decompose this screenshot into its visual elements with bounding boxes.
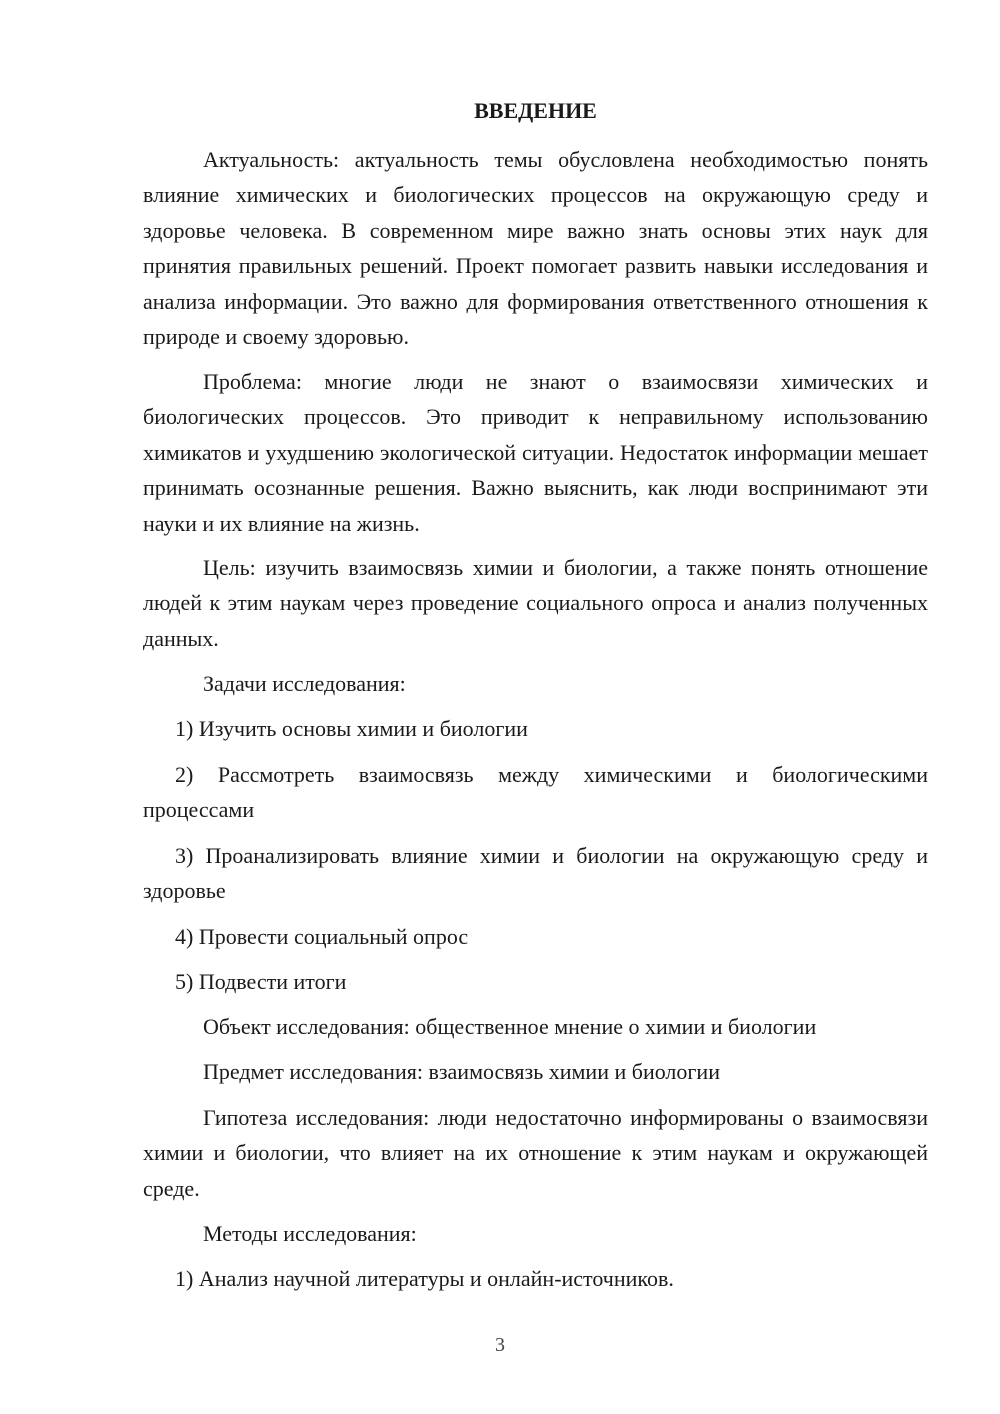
goal-paragraph: Цель: изучить взаимосвязь химии и биологии, а также понять отношение людей к этим наукам через проведение социального опроса и анализ полученных данных.	[143, 555, 928, 651]
relevance-paragraph: Актуальность: актуальность темы обусловлена необходимостью понять влияние химических и биологических процессов на окружающую среду и здоровье человека. В современном мире важно знать основы этих наук для принятия правильных решений. Проект помогает развить навыки исследования и анализа информации. Это важно для формирования ответственного отношения к природе и своему здоровью.	[143, 147, 928, 350]
hypothesis-paragraph: Гипотеза исследования: люди недостаточно информированы о взаимосвязи химии и биологии, что влияет на их отношение к этим наукам и окружающей среде.	[143, 1105, 928, 1201]
methods-heading: Методы исследования:	[203, 1221, 417, 1246]
method-item-1: 1) Анализ научной литературы и онлайн-источников.	[175, 1266, 674, 1291]
task-item-4: 4) Провести социальный опрос	[175, 924, 469, 949]
tasks-heading: Задачи исследования:	[203, 671, 406, 696]
subject-paragraph: Предмет исследования: взаимосвязь химии и биологии	[203, 1059, 720, 1084]
task-item-2: 2) Рассмотреть взаимосвязь между химическими и биологическими процессами	[143, 762, 928, 823]
page-number: 3	[495, 1334, 505, 1356]
problem-paragraph: Проблема: многие люди не знают о взаимосвязи химических и биологических процессов. Это приводит к неправильному использованию химикатов и ухудшению экологической ситуации. Недостаток информации мешает принимать осознанные решения. Важно выяснить, как люди воспринимают эти науки и их влияние на жизнь.	[143, 369, 928, 536]
task-item-3: 3) Проанализировать влияние химии и биологии на окружающую среду и здоровье	[143, 843, 928, 904]
task-item-5: 5) Подвести итоги	[175, 969, 347, 994]
page-title: ВВЕДЕНИЕ	[474, 98, 597, 123]
task-item-1: 1) Изучить основы химии и биологии	[175, 716, 528, 741]
object-paragraph: Объект исследования: общественное мнение о химии и биологии	[203, 1014, 817, 1039]
